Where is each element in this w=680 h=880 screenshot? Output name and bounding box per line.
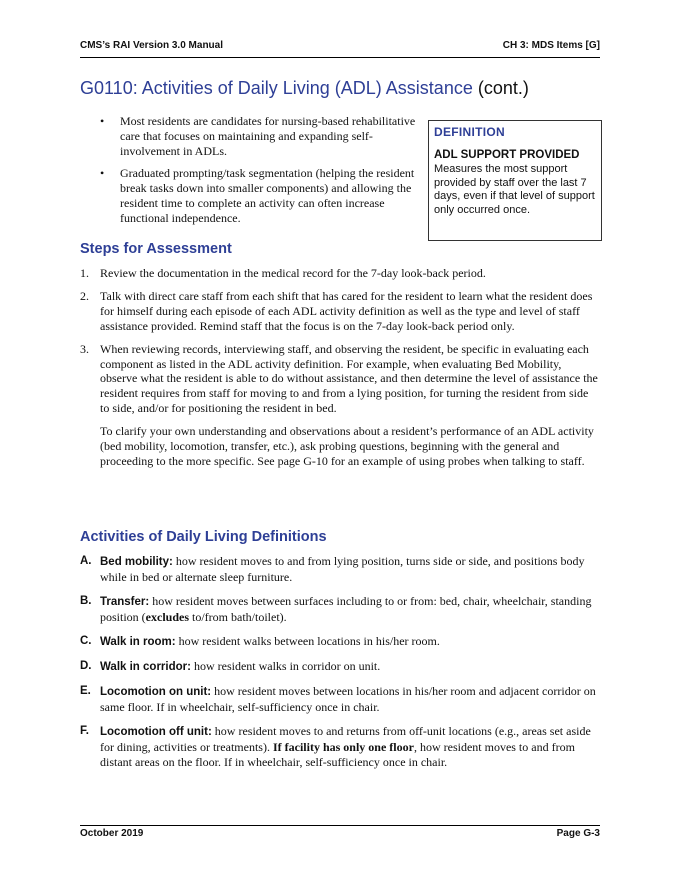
def-text: how resident moves between locations in his/her room and adjacent corridor on same floor. If in wheelchair, self-sufficiency once in chair.	[100, 684, 596, 714]
list-item	[80, 724, 602, 770]
adl-definitions-heading: Activities of Daily Living Definitions	[80, 529, 327, 545]
page-title-main: G0110: Activities of Daily Living (ADL) Assistance	[80, 78, 473, 98]
header-rule	[80, 57, 600, 58]
def-text: , how resident moves to and from distant areas on the floor. If in wheelchair, self-sufficiency once in chair.	[100, 740, 575, 769]
definition-term: ADL SUPPORT PROVIDED	[434, 149, 580, 161]
list-item: • Graduated prompting/task segmentation (helping the resident break tasks down into smaller components) and allowing the resident time to complete an activity can often increase functional independence.	[100, 166, 415, 225]
definition-text: Measures the most support provided by staff over the last 7 days, even if that level of support only occurred once.	[434, 163, 595, 216]
page-title	[80, 78, 529, 99]
def-letter: D.	[80, 660, 92, 672]
list-item	[80, 684, 602, 715]
step-text: Talk with direct care staff from each shift that has cared for the resident to learn what the resident does for himself during each episode of each ADL activity definition as well as the type and level of staff assistance provided. Remind staff that the focus is on the 7-day look-back period only.	[100, 288, 593, 333]
steps-list	[80, 266, 600, 477]
definition-box	[428, 120, 602, 241]
def-term: Transfer:	[100, 596, 150, 608]
def-text: to/from bath/toilet).	[189, 610, 287, 624]
def-term: Walk in corridor:	[100, 661, 191, 673]
def-text: how resident moves to and returns from off-unit locations (e.g., areas set aside for dining, activities or treatments).	[100, 724, 591, 754]
list-item	[80, 659, 602, 675]
header-chapter: CH 3: MDS Items [G]	[502, 40, 600, 51]
page-header	[80, 40, 600, 54]
definition-heading: DEFINITION	[434, 125, 505, 139]
def-letter: B.	[80, 595, 92, 607]
list-item	[80, 289, 600, 334]
bullet-icon: •	[100, 114, 105, 128]
list-item	[80, 342, 600, 469]
list-item	[80, 634, 602, 650]
def-text: how resident moves between surfaces including to or from: bed, chair, wheelchair, standing position (	[100, 594, 592, 624]
def-term: Walk in room:	[100, 636, 176, 648]
footer-page-number: Page G-3	[556, 828, 600, 839]
def-letter: C.	[80, 635, 92, 647]
step-extra-text: To clarify your own understanding and observations about a resident’s performance of an ADL activity (bed mobility, locomotion, transfer, etc.), ask probing questions, beginning with the general and proceeding to the more specific. See page G-10 for an example of using probes when talking to staff.	[100, 424, 594, 468]
def-emphasis: If facility has only one floor	[272, 740, 414, 754]
def-term: Locomotion on unit:	[100, 686, 212, 698]
header-manual-title: CMS’s RAI Version 3.0 Manual	[80, 40, 224, 51]
footer-date: October 2019	[80, 828, 144, 839]
def-text: how resident moves to and from lying position, turns side or side, and positions body while in bed or alternate sleep furniture.	[100, 554, 585, 584]
footer-rule	[80, 825, 600, 826]
def-emphasis: excludes	[145, 610, 190, 624]
page-title-suffix: (cont.)	[477, 78, 529, 98]
bullet-icon: •	[100, 166, 105, 180]
def-letter: A.	[80, 555, 92, 567]
def-letter: F.	[80, 725, 89, 737]
adl-definitions-list	[80, 554, 602, 779]
def-letter: E.	[80, 685, 91, 697]
list-item	[80, 554, 602, 585]
step-number: 3.	[80, 341, 89, 356]
list-item	[80, 594, 602, 625]
def-term: Bed mobility:	[100, 556, 173, 568]
intro-bullet-list	[98, 114, 424, 233]
step-number: 2.	[80, 288, 89, 303]
step-text: Review the documentation in the medical record for the 7-day look-back period.	[100, 266, 486, 280]
page-footer	[80, 828, 600, 842]
step-number: 1.	[80, 266, 89, 280]
list-item	[80, 266, 600, 281]
steps-heading: Steps for Assessment	[80, 241, 232, 257]
def-term: Locomotion off unit:	[100, 726, 212, 738]
def-text: how resident walks between locations in his/her room.	[178, 634, 440, 648]
step-text: When reviewing records, interviewing staff, and observing the resident, be specific in evaluating each component as listed in the ADL activity definition. For example, when evaluating Bed Mobility, observe what the resident is able to do without assistance, and then determine the level of assistance the resident requires from staff for moving to and from a lying position, for turning the resident from side to side, and/or for positioning the resident in bed.	[100, 341, 598, 416]
def-text: how resident walks in corridor on unit.	[193, 659, 381, 673]
list-item: • Most residents are candidates for nursing-based rehabilitative care that focuses on maintaining and expanding self-involvement in ADLs.	[100, 114, 416, 158]
